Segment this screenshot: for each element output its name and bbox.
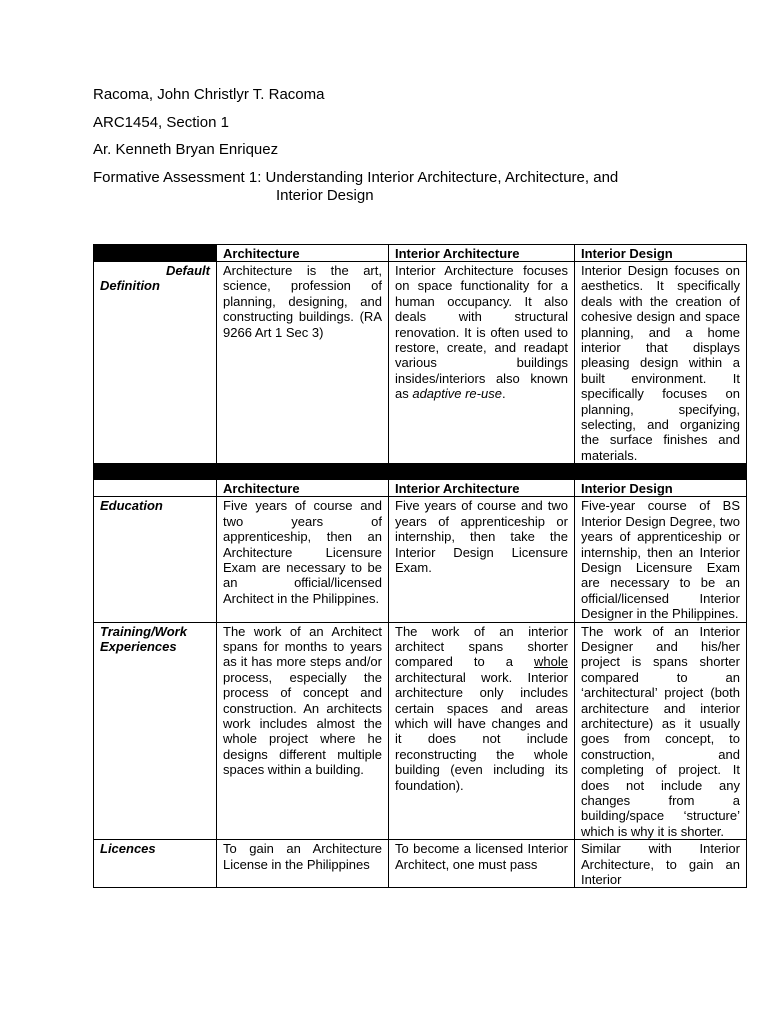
cell-definition-interior-architecture xyxy=(389,262,575,464)
underlined-word: whole xyxy=(534,654,568,670)
italic-term: adaptive re-use xyxy=(412,386,502,402)
cell-education-interior-architecture: Five years of course and two years of apprenticeship or internship, then take the Interior Design Licensure Exam. xyxy=(389,497,575,622)
subheader-corner-cell xyxy=(94,480,217,497)
course-section: ARC1454, Section 1 xyxy=(93,113,229,131)
column-header-interior-architecture: Interior Architecture xyxy=(389,245,575,262)
table-row-definition xyxy=(94,262,747,464)
cell-text-continued: architectural work. Interior architecture only includes certain spaces and areas which will have changes and it does not include reconstructing the whole building (even including its foundation). xyxy=(395,669,568,793)
cell-definition-architecture: Architecture is the art, science, profession of planning, designing, and constructing buildings. (RA 9266 Art 1 Sec 3) xyxy=(217,262,389,464)
section-divider-band xyxy=(94,464,747,480)
table-row-training xyxy=(94,622,747,840)
cell-licences-interior-architecture: To become a licensed Interior Architect, one must pass xyxy=(389,840,575,888)
assessment-title: Formative Assessment 1: Understanding Interior Architecture, Architecture, and xyxy=(93,168,619,186)
table-row-education xyxy=(94,497,747,622)
row-label-definition: Default Definition xyxy=(94,262,217,464)
column-header-interior-design: Interior Design xyxy=(575,245,747,262)
header-corner-cell xyxy=(94,245,217,262)
cell-education-interior-design: Five-year course of BS Interior Design Degree, two years of apprenticeship or internship, then an Interior Design Licensure Exam are necessary to be an official/licensed Interior Designer in the Philippines. xyxy=(575,497,747,622)
row-label-education: Education xyxy=(94,497,217,622)
subheader-interior-design: Interior Design xyxy=(575,480,747,497)
subheader-interior-architecture: Interior Architecture xyxy=(389,480,575,497)
row-label-licences: Licences xyxy=(94,840,217,888)
column-header-architecture: Architecture xyxy=(217,245,389,262)
cell-text: The work of an interior architect spans shorter compared to a xyxy=(395,623,568,670)
divider-cell xyxy=(217,464,389,480)
table-subheader-row xyxy=(94,480,747,497)
cell-definition-interior-design: Interior Design focuses on aesthetics. It specifically deals with the creation of cohesive design and space planning, and a home interior that displays pleasing design within a built environment. It specifically focuses on planning, specifying, selecting, and organizing the surface finishes and materials. xyxy=(575,262,747,464)
cell-licences-interior-design: Similar with Interior Architecture, to gain an Interior xyxy=(575,840,747,888)
divider-cell xyxy=(94,464,217,480)
cell-licences-architecture: To gain an Architecture License in the Philippines xyxy=(217,840,389,888)
author-name: Racoma, John Christlyr T. Racoma xyxy=(93,86,325,103)
cell-education-architecture: Five years of course and two years of apprenticeship, then an Architecture Licensure Exam are necessary to be an official/licensed Architect in the Philippines. xyxy=(217,497,389,622)
cell-text: Interior Architecture focuses on space functionality for a human occupancy. It also deals with structural renovation. It is often used to restore, create, and readapt various buildings insides/interiors also known as xyxy=(395,263,568,402)
assessment-title-continued: Interior Design xyxy=(276,186,374,204)
table-row-licences xyxy=(94,840,747,888)
divider-cell xyxy=(575,464,747,480)
cell-training-architecture: The work of an Architect spans for months to years as it has more steps and/or process, especially the process of concept and construction. An architects work includes almost the whole project where he designs different multiple spaces within a building. xyxy=(217,622,389,840)
comparison-table xyxy=(93,244,747,888)
document-header xyxy=(93,86,693,205)
divider-cell xyxy=(389,464,575,480)
cell-text-end: . xyxy=(501,386,506,402)
row-label-training: Training/Work Experiences xyxy=(94,622,217,840)
cell-training-interior-design: The work of an Interior Designer and his/her project is spans shorter compared to an ‘architectural’ project (both architecture and interior architecture) as it usually goes from concept, to construction, and completing of project. It does not include any changes from a building/space ‘structure’ which is why it is shorter. xyxy=(575,622,747,840)
subheader-architecture: Architecture xyxy=(217,480,389,497)
cell-training-interior-architecture xyxy=(389,622,575,840)
table-header-row xyxy=(94,245,747,262)
instructor-name: Ar. Kenneth Bryan Enriquez xyxy=(93,141,279,158)
